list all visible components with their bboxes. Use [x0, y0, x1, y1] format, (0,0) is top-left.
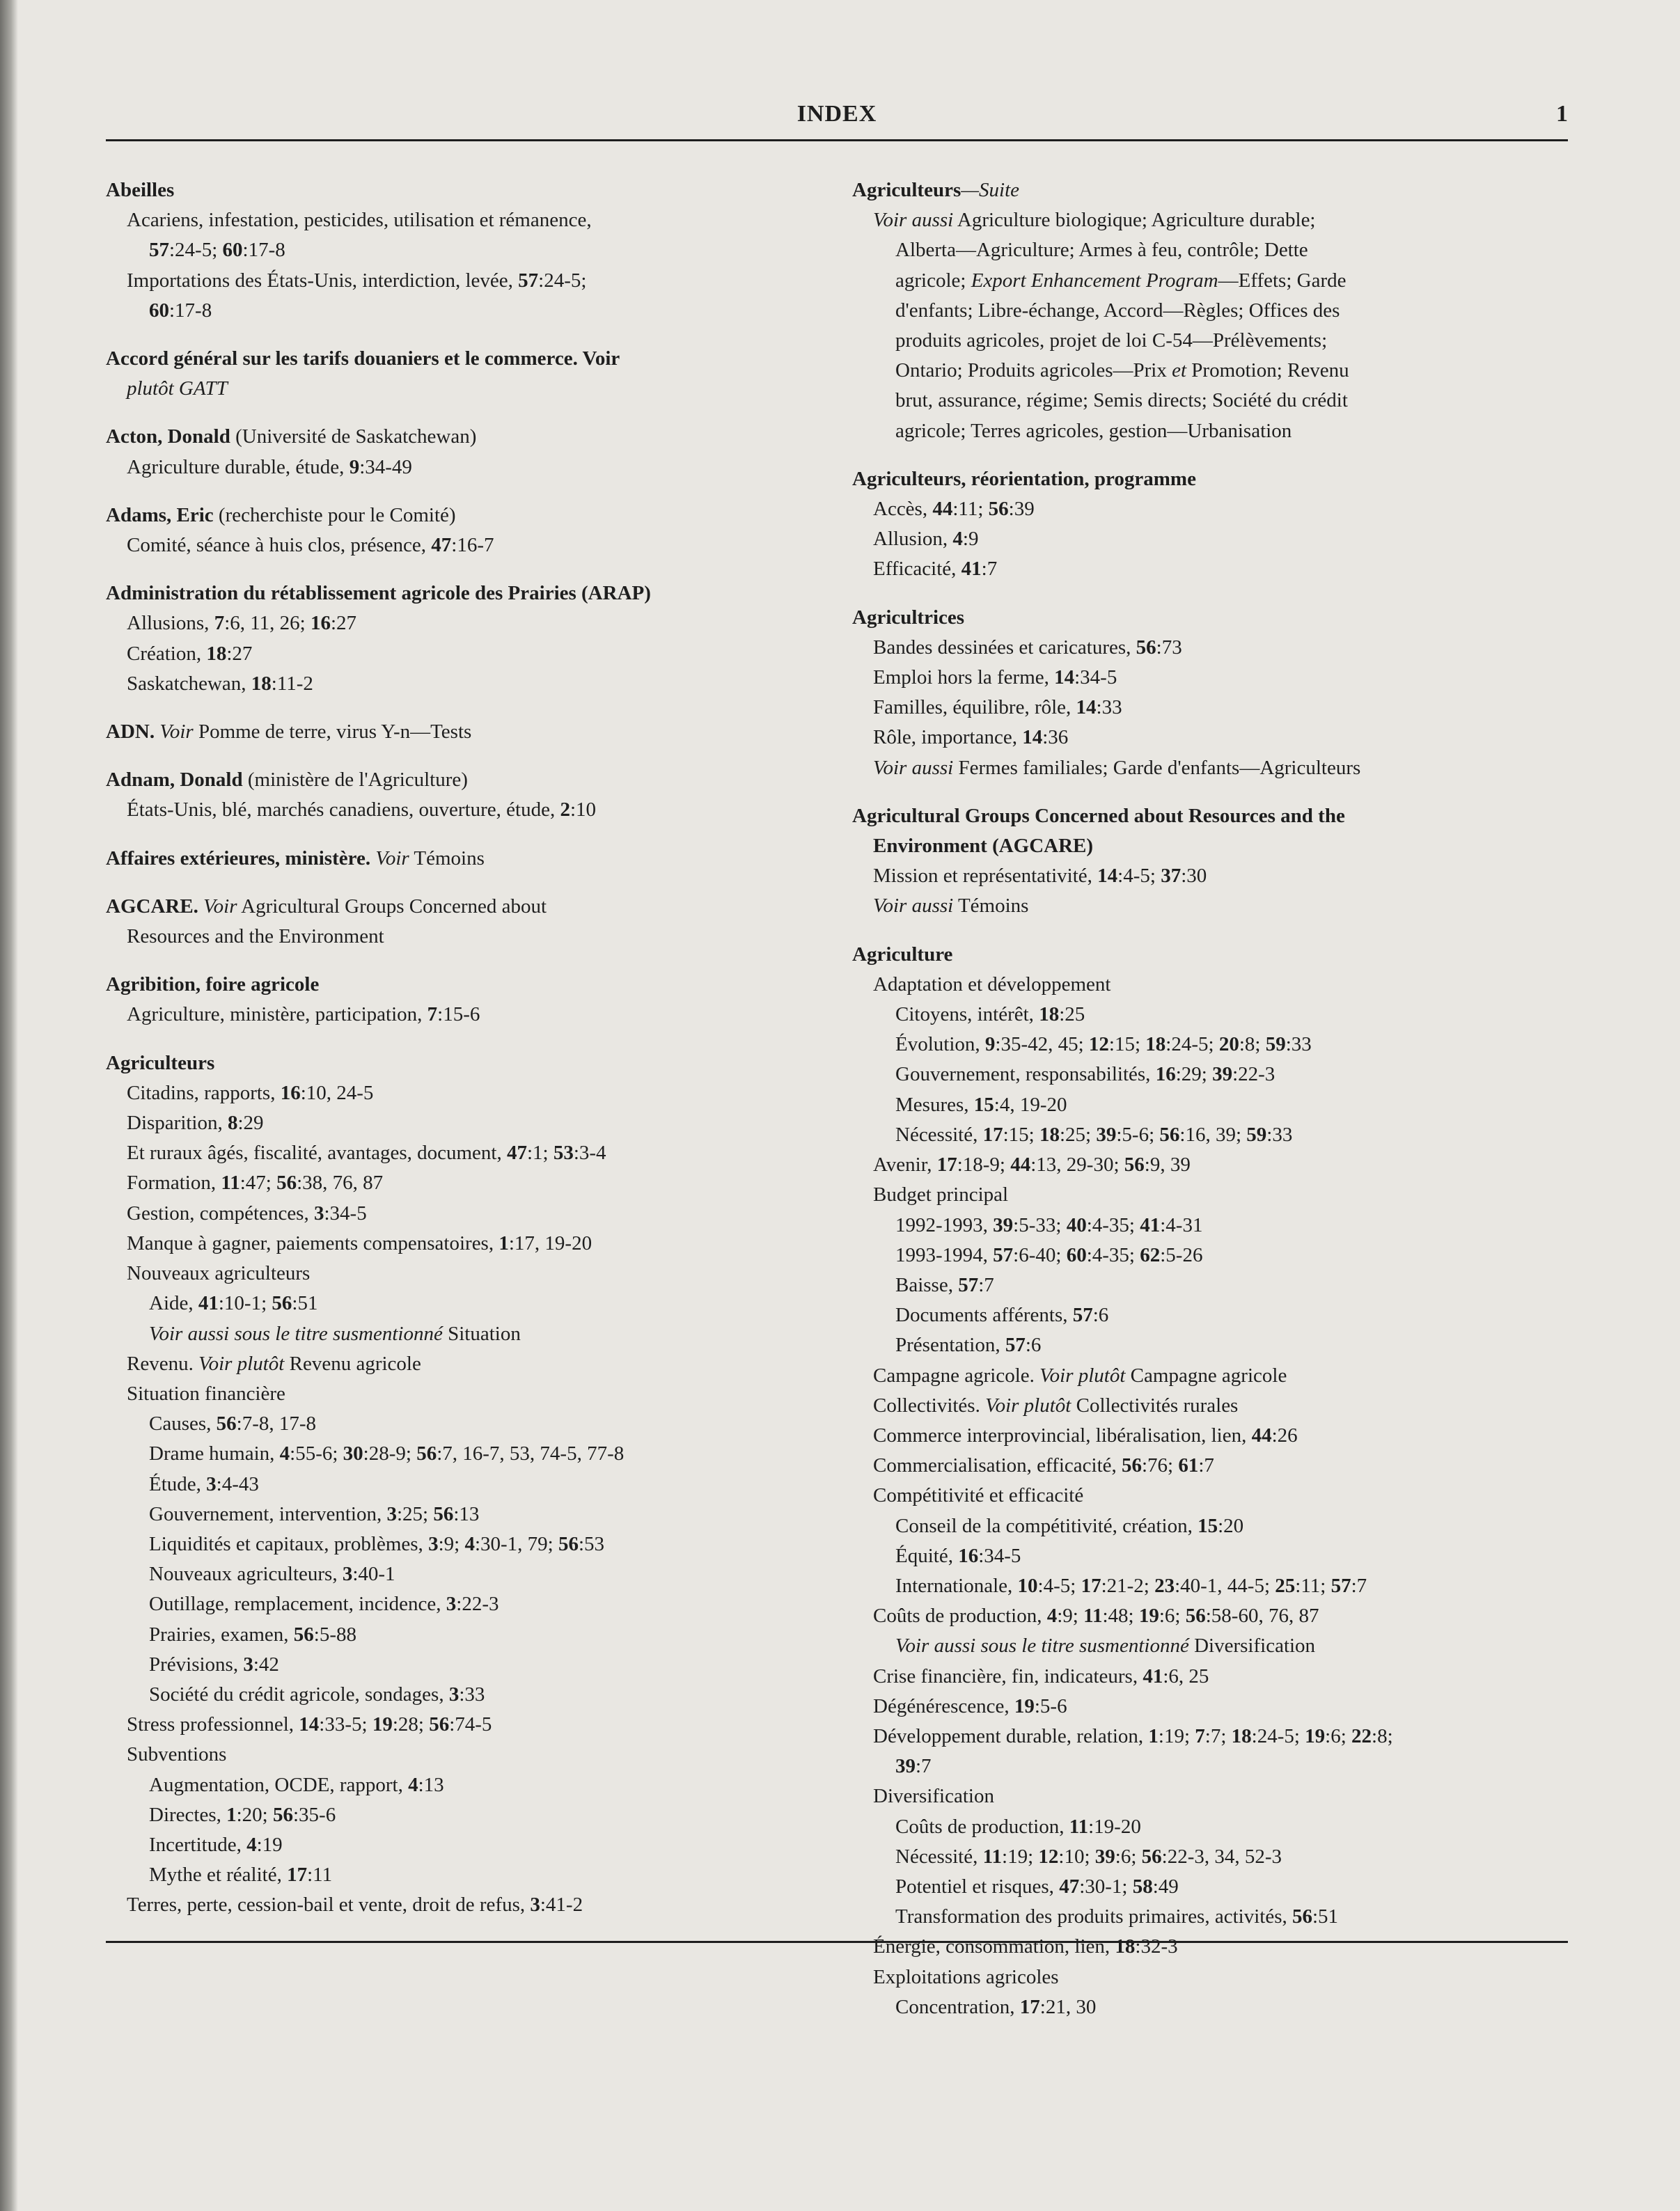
- text-fragment: Promotion; Revenu: [1186, 359, 1349, 382]
- sub-subentry: Outillage, remplacement, incidence, 3:22-3: [149, 1593, 499, 1616]
- subentry-term: Collectivités.: [873, 1394, 980, 1417]
- entry-heading-note: (Université de Saskatchewan): [230, 425, 477, 448]
- sub-subentry: Directes, 1:20; 56:35-6: [149, 1803, 336, 1826]
- cross-reference-voir: Voir: [159, 721, 194, 743]
- subentry: Énergie, consommation, lien, 18:32-3: [873, 1935, 1178, 1958]
- sub-subentry: Citoyens, intérêt, 18:25: [895, 1003, 1085, 1026]
- subentry: Gestion, compétences, 3:34-5: [127, 1202, 367, 1225]
- entry-heading: Administration du rétablissement agricole des Prairies (ARAP): [106, 582, 651, 605]
- subentry: Accès, 44:11; 56:39: [873, 498, 1035, 521]
- cross-reference-target: Revenu agricole: [284, 1352, 421, 1375]
- subentry: Bandes dessinées et caricatures, 56:73: [873, 636, 1182, 659]
- cross-reference-voir: Voir plutôt: [198, 1352, 285, 1375]
- page-header: [106, 101, 1568, 136]
- entry-heading-name: ADN.: [106, 721, 155, 743]
- subentry: Situation financière: [127, 1382, 285, 1405]
- index-entry-agriculture: [852, 940, 1580, 2022]
- cross-reference-target: Campagne agricole: [1125, 1364, 1287, 1387]
- see-also-line: [852, 891, 1580, 921]
- subentry: Allusions, 7:6, 11, 26; 16:27: [127, 612, 357, 635]
- entry-heading-name: AGCARE.: [106, 895, 198, 918]
- sub-subentry: Potentiel et risques, 47:30-1; 58:49: [895, 1875, 1179, 1898]
- see-also-continuation: Alberta—Agriculture; Armes à feu, contrôle; Dette: [895, 239, 1308, 262]
- index-entry-agriculteurs-suite: [852, 175, 1580, 446]
- subentry: Formation, 11:47; 56:38, 76, 87: [127, 1172, 384, 1195]
- see-also-continuation: brut, assurance, régime; Semis directs; Société du crédit: [895, 389, 1348, 412]
- cross-reference-voir: Voir: [203, 895, 237, 918]
- cross-reference-voir: Voir plutôt: [985, 1394, 1071, 1417]
- sub-subentry: Présentation, 57:6: [895, 1334, 1042, 1357]
- entry-heading: [106, 501, 809, 530]
- subentry: Saskatchewan, 18:11-2: [127, 672, 313, 695]
- sub-subentry: Nécessité, 17:15; 18:25; 39:5-6; 56:16, 39; 59:33: [895, 1123, 1293, 1146]
- text-fragment: agricole;: [895, 269, 971, 292]
- subentry: Comité, séance à huis clos, présence, 47:16-7: [127, 534, 494, 557]
- subentry: [106, 1349, 809, 1379]
- index-entry-adams: [106, 501, 809, 560]
- sub-subentry: Drame humain, 4:55-6; 30:28-9; 56:7, 16-7, 53, 74-5, 77-8: [149, 1442, 625, 1465]
- sub-subentry: Gouvernement, intervention, 3:25; 56:13: [149, 1502, 480, 1525]
- index-entry-adnam: [106, 765, 809, 825]
- subentry-term: Revenu.: [127, 1352, 194, 1375]
- cross-reference-target: Diversification: [1188, 1635, 1316, 1658]
- sub-subentry: Conseil de la compétitivité, création, 15:20: [895, 1514, 1244, 1537]
- subentry: Emploi hors la ferme, 14:34-5: [873, 666, 1117, 689]
- subentry: Exploitations agricoles: [873, 1965, 1059, 1988]
- subentry: Développement durable, relation, 1:19; 7:7; 18:24-5; 19:6; 22:8;: [873, 1724, 1393, 1747]
- entry-heading: [852, 175, 1580, 205]
- cross-reference-voir: Voir aussi sous le titre susmentionné: [149, 1322, 443, 1345]
- sub-subentry: Gouvernement, responsabilités, 16:29; 39:22-3: [895, 1063, 1275, 1086]
- cross-reference-target: Agriculture biologique; Agriculture durable;: [953, 209, 1316, 232]
- index-entry-agriculteurs: [106, 1048, 809, 1921]
- cross-reference-target: Témoins: [953, 895, 1029, 918]
- cross-reference-continuation: Resources and the Environment: [127, 925, 384, 948]
- see-also-line: [852, 205, 1580, 235]
- entry-heading-name: Agriculteurs: [852, 179, 961, 201]
- sub-subentry: Nouveaux agriculteurs, 3:40-1: [149, 1563, 395, 1586]
- subentry: Stress professionnel, 14:33-5; 19:28; 56:74-5: [127, 1713, 492, 1736]
- subentry: Commerce interprovincial, libéralisation, lien, 44:26: [873, 1424, 1298, 1447]
- cross-reference-target: Agricultural Groups Concerned about: [237, 895, 547, 918]
- entry-heading: [106, 892, 809, 922]
- see-also-continuation: produits agricoles, projet de loi C-54—Prélèvements;: [895, 329, 1328, 352]
- page-title: INDEX: [796, 101, 877, 127]
- text-fragment: —Effets; Garde: [1218, 269, 1347, 292]
- footer-rule: [106, 1941, 1568, 1943]
- entry-heading: Agriculture: [852, 943, 953, 966]
- subentry: Création, 18:27: [127, 642, 253, 665]
- page-number: 1: [1556, 101, 1568, 127]
- entry-heading: Agriculteurs: [106, 1051, 215, 1074]
- sub-subentry: Coûts de production, 11:19-20: [895, 1815, 1141, 1838]
- page-binding-edge: [0, 0, 18, 2211]
- entry-heading: Accord général sur les tarifs douaniers et le commerce. Voir: [106, 347, 620, 370]
- see-also-continuation: [852, 266, 1580, 296]
- subentry: Mission et représentativité, 14:4-5; 37:30: [873, 865, 1207, 888]
- subentry: [852, 1391, 1580, 1421]
- entry-heading: [106, 844, 809, 874]
- cross-reference-voir: Voir aussi sous le titre susmentionné: [895, 1635, 1189, 1658]
- entry-heading: [106, 717, 809, 747]
- subentry-continuation: 57:24-5; 60:17-8: [149, 239, 285, 262]
- sub-subentry: Prévisions, 3:42: [149, 1653, 279, 1676]
- index-column-left: [106, 175, 809, 1939]
- sub-subentry: Concentration, 17:21, 30: [895, 1995, 1097, 2018]
- subentry: Acariens, infestation, pesticides, utilisation et rémanence,: [127, 209, 592, 232]
- entry-heading: [106, 765, 809, 795]
- subentry: Agriculture durable, étude, 9:34-49: [127, 455, 412, 478]
- see-also-continuation: agricole; Terres agricoles, gestion—Urbanisation: [895, 419, 1292, 442]
- subentry: Dégénérescence, 19:5-6: [873, 1694, 1067, 1717]
- entry-heading-name: Affaires extérieures, ministère.: [106, 847, 371, 870]
- sub-subentry: 1993-1994, 57:6-40; 60:4-35; 62:5-26: [895, 1243, 1203, 1266]
- entry-heading-note: (recherchiste pour le Comité): [213, 503, 456, 526]
- cross-reference-target: Fermes familiales; Garde d'enfants—Agriculteurs: [953, 756, 1361, 779]
- entry-heading-name: Acton, Donald: [106, 425, 230, 448]
- see-also-continuation: d'enfants; Libre-échange, Accord—Règles; Offices des: [895, 299, 1340, 322]
- subentry: Rôle, importance, 14:36: [873, 726, 1069, 749]
- subentry: Commercialisation, efficacité, 56:76; 61:7: [873, 1454, 1214, 1477]
- sub-subentry: Baisse, 57:7: [895, 1273, 994, 1296]
- subentry: Nouveaux agriculteurs: [127, 1262, 311, 1285]
- see-also-continuation: [852, 356, 1580, 386]
- subentry-continuation: 39:7: [895, 1755, 932, 1778]
- text-fragment-italic: Export Enhancement Program: [971, 269, 1218, 292]
- subentry: États-Unis, blé, marchés canadiens, ouverture, étude, 2:10: [127, 798, 597, 821]
- text-fragment: Ontario; Produits agricoles—Prix: [895, 359, 1172, 382]
- text-fragment-italic: et: [1172, 359, 1187, 382]
- see-also-line: [852, 753, 1580, 783]
- index-entry-reorientation: [852, 464, 1580, 585]
- entry-heading-name: Adnam, Donald: [106, 769, 243, 792]
- subentry: Agriculture, ministère, participation, 7:15-6: [127, 1003, 480, 1026]
- sub-subentry: Mesures, 15:4, 19-20: [895, 1093, 1067, 1116]
- subentry: [852, 1361, 1580, 1391]
- sub-subentry: Internationale, 10:4-5; 17:21-2; 23:40-1, 44-5; 25:11; 57:7: [895, 1574, 1367, 1597]
- entry-heading-note: (ministère de l'Agriculture): [242, 769, 468, 792]
- subentry: Crise financière, fin, indicateurs, 41:6, 25: [873, 1665, 1209, 1687]
- cross-reference-target: Situation: [442, 1322, 521, 1345]
- cross-reference-voir: Voir plutôt: [1039, 1364, 1126, 1387]
- index-entry-accord-general: [106, 344, 809, 404]
- header-rule: [106, 139, 1568, 141]
- entry-heading: Abeilles: [106, 179, 175, 201]
- sub-subentry: Documents afférents, 57:6: [895, 1304, 1109, 1327]
- cross-reference-voir: Voir aussi: [873, 895, 954, 918]
- sub-subentry: Nécessité, 11:19; 12:10; 39:6; 56:22-3, 34, 52-3: [895, 1845, 1282, 1868]
- entry-heading: Agriculteurs, réorientation, programme: [852, 467, 1196, 490]
- sub-subentry: Société du crédit agricole, sondages, 3:33: [149, 1683, 485, 1706]
- subentry: Et ruraux âgés, fiscalité, avantages, document, 47:1; 53:3-4: [127, 1142, 606, 1165]
- index-column-right: [852, 175, 1580, 2040]
- index-entry-adn: [106, 717, 809, 747]
- index-entry-agcare: [106, 892, 809, 952]
- entry-heading: [106, 422, 809, 452]
- entry-heading-continuation: Environment (AGCARE): [873, 835, 1094, 858]
- entry-heading: Agricultural Groups Concerned about Resources and the: [852, 804, 1345, 827]
- subentry: Diversification: [873, 1785, 994, 1808]
- subentry-term: Campagne agricole.: [873, 1364, 1035, 1387]
- index-entry-abeilles: [106, 175, 809, 326]
- subentry: Avenir, 17:18-9; 44:13, 29-30; 56:9, 39: [873, 1154, 1191, 1177]
- continuation-tag: —Suite: [961, 179, 1020, 201]
- sub-subentry: Prairies, examen, 56:5-88: [149, 1623, 356, 1646]
- subentry-continuation: 60:17-8: [149, 299, 212, 322]
- subentry: Coûts de production, 4:9; 11:48; 19:6; 56:58-60, 76, 87: [873, 1605, 1319, 1628]
- cross-reference-target: Pomme de terre, virus Y-n—Tests: [193, 721, 472, 743]
- sub-subentry: Mythe et réalité, 17:11: [149, 1864, 333, 1887]
- cross-reference-voir: Voir aussi: [873, 209, 954, 232]
- subentry: Disparition, 8:29: [127, 1112, 264, 1135]
- subentry: Terres, perte, cession-bail et vente, droit de refus, 3:41-2: [127, 1894, 583, 1917]
- index-entry-arap: [106, 579, 809, 699]
- subentry: Budget principal: [873, 1183, 1009, 1206]
- subentry: Citadins, rapports, 16:10, 24-5: [127, 1081, 374, 1104]
- sub-subentry: Transformation des produits primaires, activités, 56:51: [895, 1905, 1339, 1928]
- index-entry-acton: [106, 422, 809, 482]
- subentry: Efficacité, 41:7: [873, 558, 998, 581]
- entry-heading: Agribition, foire agricole: [106, 973, 320, 996]
- entry-heading: Agricultrices: [852, 606, 965, 629]
- subentry: Subventions: [127, 1743, 227, 1766]
- subentry: Allusion, 4:9: [873, 528, 979, 551]
- sub-subentry: Incertitude, 4:19: [149, 1833, 283, 1856]
- sub-subentry: 1992-1993, 39:5-33; 40:4-35; 41:4-31: [895, 1213, 1203, 1236]
- sub-subentry: Causes, 56:7-8, 17-8: [149, 1413, 317, 1435]
- cross-reference-target: Collectivités rurales: [1071, 1394, 1239, 1417]
- entry-heading-name: Adams, Eric: [106, 503, 214, 526]
- sub-subentry: Aide, 41:10-1; 56:51: [149, 1292, 318, 1315]
- sub-subentry: Étude, 3:4-43: [149, 1472, 259, 1495]
- sub-subentry: [106, 1319, 809, 1349]
- sub-subentry: Évolution, 9:35-42, 45; 12:15; 18:24-5; 20:8; 59:33: [895, 1033, 1312, 1056]
- cross-reference-voir: Voir aussi: [873, 756, 954, 779]
- subentry: Manque à gagner, paiements compensatoires, 1:17, 19-20: [127, 1232, 592, 1254]
- subentry: Adaptation et développement: [873, 973, 1111, 996]
- subentry: Importations des États-Unis, interdiction, levée, 57:24-5;: [127, 269, 587, 292]
- cross-reference-target: Témoins: [409, 847, 485, 870]
- sub-subentry: Augmentation, OCDE, rapport, 4:13: [149, 1773, 444, 1796]
- sub-subentry: Équité, 16:34-5: [895, 1544, 1021, 1567]
- entry-heading-continuation: plutôt GATT: [127, 377, 228, 400]
- subentry: Familles, équilibre, rôle, 14:33: [873, 696, 1122, 719]
- index-entry-agribition: [106, 970, 809, 1030]
- cross-reference-voir: Voir: [375, 847, 409, 870]
- sub-subentry: [852, 1631, 1580, 1661]
- subentry: Compétitivité et efficacité: [873, 1484, 1084, 1507]
- index-entry-affaires-exterieures: [106, 844, 809, 874]
- index-entry-agricultrices: [852, 603, 1580, 783]
- sub-subentry: Liquidités et capitaux, problèmes, 3:9; 4:30-1, 79; 56:53: [149, 1532, 605, 1555]
- index-entry-agcare-full: [852, 801, 1580, 922]
